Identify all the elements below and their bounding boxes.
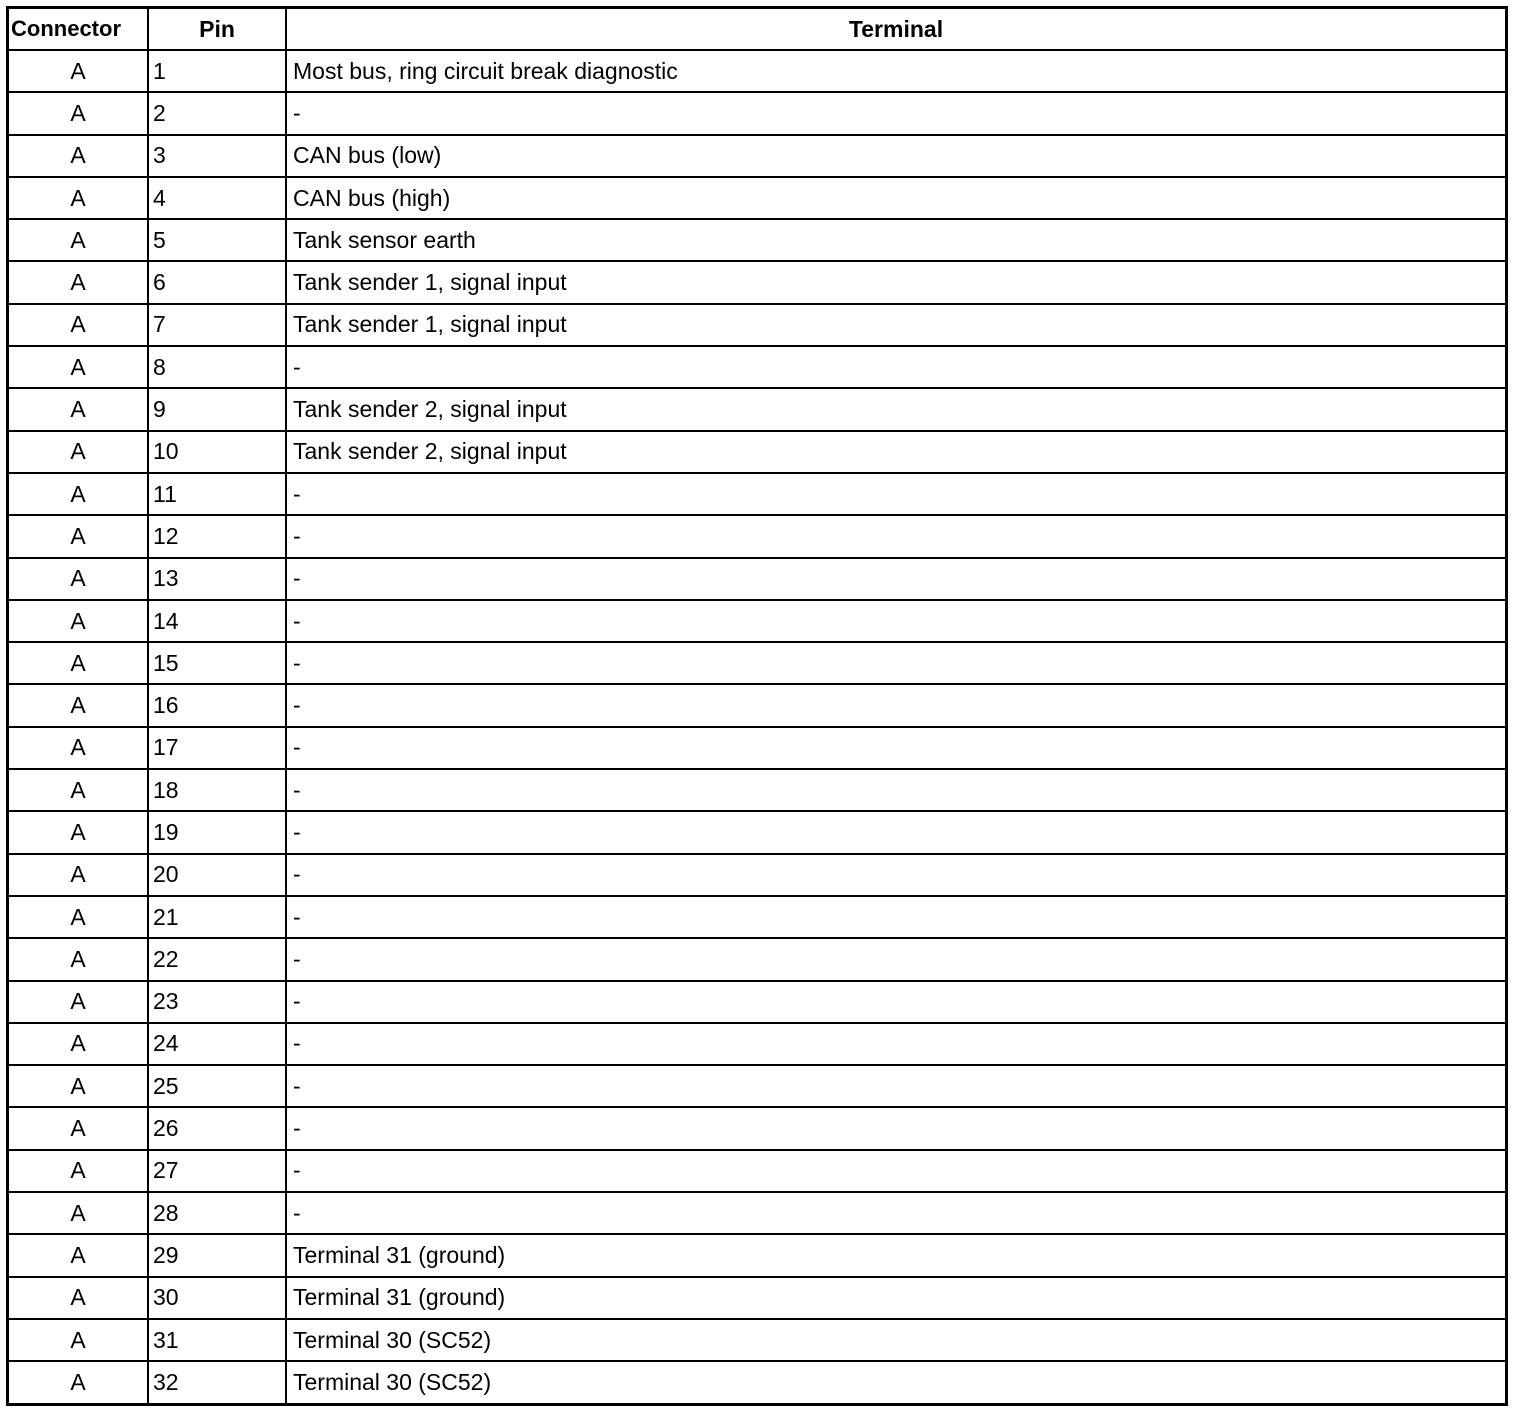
table-row — [8, 981, 1507, 1023]
cell-connector: A — [8, 684, 149, 726]
table-row — [8, 304, 1507, 346]
table-row — [8, 388, 1507, 430]
table-row — [8, 50, 1507, 92]
cell-connector: A — [8, 642, 149, 684]
cell-pin: 22 — [148, 938, 286, 980]
cell-pin: 21 — [148, 896, 286, 938]
table-body — [8, 50, 1507, 1405]
header-terminal: Terminal — [286, 8, 1507, 51]
cell-terminal: - — [286, 769, 1507, 811]
table-row — [8, 558, 1507, 600]
cell-pin: 10 — [148, 431, 286, 473]
cell-pin: 14 — [148, 600, 286, 642]
cell-pin: 7 — [148, 304, 286, 346]
cell-connector: A — [8, 938, 149, 980]
cell-pin: 32 — [148, 1361, 286, 1404]
table-header — [8, 8, 1507, 51]
cell-terminal: - — [286, 473, 1507, 515]
table-row — [8, 1150, 1507, 1192]
table-row — [8, 642, 1507, 684]
cell-terminal: Tank sender 1, signal input — [286, 304, 1507, 346]
cell-connector: A — [8, 304, 149, 346]
cell-pin: 4 — [148, 177, 286, 219]
cell-connector: A — [8, 1361, 149, 1404]
cell-terminal: - — [286, 1192, 1507, 1234]
table-row — [8, 261, 1507, 303]
table-row — [8, 431, 1507, 473]
cell-connector: A — [8, 135, 149, 177]
cell-terminal: CAN bus (high) — [286, 177, 1507, 219]
cell-connector: A — [8, 981, 149, 1023]
cell-pin: 11 — [148, 473, 286, 515]
cell-pin: 9 — [148, 388, 286, 430]
cell-pin: 18 — [148, 769, 286, 811]
table-row — [8, 1192, 1507, 1234]
cell-pin: 5 — [148, 219, 286, 261]
table-row — [8, 1065, 1507, 1107]
table-row — [8, 769, 1507, 811]
table-row — [8, 346, 1507, 388]
cell-terminal: Tank sender 2, signal input — [286, 388, 1507, 430]
table-row — [8, 1361, 1507, 1404]
cell-pin: 19 — [148, 811, 286, 853]
cell-pin: 3 — [148, 135, 286, 177]
cell-connector: A — [8, 1023, 149, 1065]
cell-terminal: Terminal 30 (SC52) — [286, 1319, 1507, 1361]
cell-pin: 1 — [148, 50, 286, 92]
table-row — [8, 177, 1507, 219]
cell-terminal: - — [286, 981, 1507, 1023]
cell-connector: A — [8, 346, 149, 388]
table-row — [8, 1319, 1507, 1361]
cell-pin: 12 — [148, 515, 286, 557]
cell-pin: 29 — [148, 1234, 286, 1276]
cell-connector: A — [8, 1319, 149, 1361]
cell-pin: 28 — [148, 1192, 286, 1234]
cell-pin: 27 — [148, 1150, 286, 1192]
cell-terminal: Tank sender 1, signal input — [286, 261, 1507, 303]
cell-connector: A — [8, 177, 149, 219]
table-row — [8, 600, 1507, 642]
cell-terminal: - — [286, 600, 1507, 642]
cell-connector: A — [8, 1277, 149, 1319]
cell-terminal: - — [286, 896, 1507, 938]
cell-terminal: - — [286, 558, 1507, 600]
cell-connector: A — [8, 854, 149, 896]
cell-connector: A — [8, 811, 149, 853]
table-row — [8, 896, 1507, 938]
cell-terminal: - — [286, 811, 1507, 853]
cell-connector: A — [8, 1065, 149, 1107]
cell-connector: A — [8, 431, 149, 473]
cell-connector: A — [8, 515, 149, 557]
table-row — [8, 684, 1507, 726]
cell-terminal: - — [286, 727, 1507, 769]
cell-connector: A — [8, 388, 149, 430]
cell-terminal: - — [286, 1150, 1507, 1192]
cell-pin: 25 — [148, 1065, 286, 1107]
cell-pin: 31 — [148, 1319, 286, 1361]
cell-terminal: - — [286, 515, 1507, 557]
cell-terminal: Tank sender 2, signal input — [286, 431, 1507, 473]
cell-pin: 13 — [148, 558, 286, 600]
cell-terminal: Terminal 31 (ground) — [286, 1277, 1507, 1319]
table-row — [8, 811, 1507, 853]
cell-connector: A — [8, 769, 149, 811]
cell-terminal: - — [286, 938, 1507, 980]
cell-connector: A — [8, 600, 149, 642]
cell-connector: A — [8, 1192, 149, 1234]
cell-terminal: - — [286, 1107, 1507, 1149]
cell-pin: 8 — [148, 346, 286, 388]
table-row — [8, 135, 1507, 177]
cell-terminal: - — [286, 92, 1507, 134]
cell-pin: 26 — [148, 1107, 286, 1149]
cell-terminal: Most bus, ring circuit break diagnostic — [286, 50, 1507, 92]
cell-terminal: - — [286, 1065, 1507, 1107]
cell-terminal: - — [286, 684, 1507, 726]
cell-pin: 15 — [148, 642, 286, 684]
cell-terminal: Terminal 30 (SC52) — [286, 1361, 1507, 1404]
cell-pin: 20 — [148, 854, 286, 896]
cell-connector: A — [8, 261, 149, 303]
cell-connector: A — [8, 1150, 149, 1192]
table-row — [8, 727, 1507, 769]
table-row — [8, 938, 1507, 980]
table-row — [8, 1023, 1507, 1065]
cell-connector: A — [8, 92, 149, 134]
cell-terminal: - — [286, 1023, 1507, 1065]
cell-pin: 24 — [148, 1023, 286, 1065]
header-pin: Pin — [148, 8, 286, 51]
cell-connector: A — [8, 219, 149, 261]
cell-connector: A — [8, 1107, 149, 1149]
table-row — [8, 1107, 1507, 1149]
table-row — [8, 219, 1507, 261]
cell-terminal: - — [286, 346, 1507, 388]
cell-connector: A — [8, 558, 149, 600]
cell-connector: A — [8, 50, 149, 92]
table-row — [8, 1234, 1507, 1276]
cell-terminal: - — [286, 642, 1507, 684]
cell-pin: 6 — [148, 261, 286, 303]
table-row — [8, 1277, 1507, 1319]
cell-pin: 16 — [148, 684, 286, 726]
cell-terminal: - — [286, 854, 1507, 896]
cell-connector: A — [8, 473, 149, 515]
header-row — [8, 8, 1507, 51]
cell-terminal: Terminal 31 (ground) — [286, 1234, 1507, 1276]
cell-terminal: Tank sensor earth — [286, 219, 1507, 261]
table-row — [8, 854, 1507, 896]
table-row — [8, 92, 1507, 134]
cell-pin: 17 — [148, 727, 286, 769]
table-row — [8, 473, 1507, 515]
cell-terminal: CAN bus (low) — [286, 135, 1507, 177]
cell-pin: 2 — [148, 92, 286, 134]
cell-pin: 23 — [148, 981, 286, 1023]
header-connector: Connector — [8, 8, 149, 51]
pin-assignment-table — [6, 6, 1508, 1406]
cell-pin: 30 — [148, 1277, 286, 1319]
cell-connector: A — [8, 727, 149, 769]
cell-connector: A — [8, 896, 149, 938]
table-row — [8, 515, 1507, 557]
cell-connector: A — [8, 1234, 149, 1276]
